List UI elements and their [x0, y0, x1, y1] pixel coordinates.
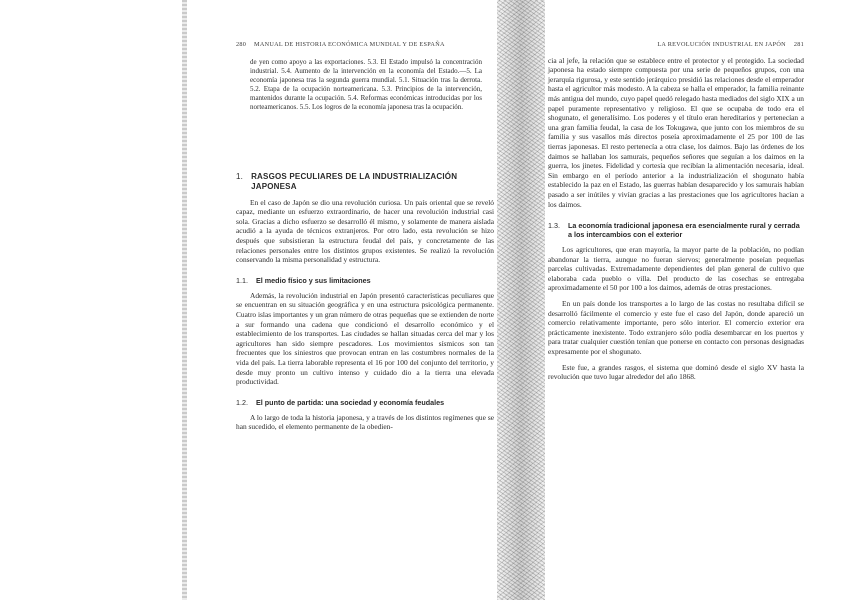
paragraph-sistema: Este fue, a grandes rasgos, el sistema que dominó desde el siglo XV hasta la revolución que tuvo lugar alrededor del año 1868. [548, 362, 804, 382]
book-gutter [497, 0, 545, 600]
section-number: 1.1. [236, 275, 248, 285]
section-title: La economía tradicional japonesa era esencialmente rural y cerrada a los intercambios con el exterior [568, 221, 800, 240]
left-running-head [236, 40, 494, 50]
paragraph-comercio: En un país donde los transportes a lo largo de las costas no resultaba difícil se desarrolló fácilmente el comercio y este fue el caso del Japón, donde apareció un comercio relativamente importante, pero sólo interior. El comercio exterior era prácticamente inexistente. Todo extranjero sólo podía desembarcar en los puertos y para tratar cualquier cuestión tenían que ponerse en contacto con personas designadas expresamente por el shogunato. [548, 299, 804, 357]
right-page-number: 281 [793, 41, 804, 48]
section-heading-1-2 [236, 398, 494, 407]
paragraph-punto-partida: A lo largo de toda la historia japonesa, y a través de los distintos regímenes que se han sucedido, el elemento permanente de la obedien- [236, 412, 494, 432]
left-page-edge [182, 0, 187, 600]
chapter-heading [236, 172, 494, 192]
right-running-head [548, 40, 804, 50]
section-title: El punto de partida: una sociedad y economía feudales [256, 397, 445, 407]
chapter-summary: de yen como apoyo a las exportaciones. 5.3. El Estado impulsó la concentración industrial. 5.4. Aumento de la intervención en la economía del Estado.—5. La economía japonesa tras la segunda guerra mundial. 5.1. Situación tras la derrota. 5.2. Etapa de la ocupación norteamericana. 5.3. Principios de la intervención, mantenidos durante la ocupación. 5.4. Reformas económicas introducidas por los norteamericanos. 5.5. Los logros de la economía japonesa tras la ocupación. [250, 57, 482, 111]
section-heading-1-3 [548, 221, 804, 239]
chapter-number: 1. [236, 171, 244, 181]
left-page [236, 40, 494, 432]
right-page [548, 40, 804, 382]
paragraph-intro: En el caso de Japón se dio una revolución curiosa. Un país oriental que se reveló capaz, mediante un esfuerzo extraordinario, de hacer una revolución industrial casi sola. Gracias a dicho esfuerzo se desarrolló él mismo, y solamente de manera aislada acudió a la ayuda de técnicos extranjeros. Por otro lado, esta revolución se hizo después que subsistieran la estructura feudal del país, y concretamente de las relaciones personales entre los distintos grupos existentes. Se realizó la revolución conservando la misma personalidad y estructura. [236, 197, 494, 265]
left-page-number: 280 [236, 41, 247, 48]
section-number: 1.3. [548, 221, 560, 231]
paragraph-agricultores: Los agricultores, que eran mayoría, la mayor parte de la población, no podían abandonar la tierra, aunque no fueran siervos; generalmente poseían pequeñas parcelas cultivadas. Extremadamente dependientes del plan general de cultivo que elaboraba cada pueblo o villa. Del producto de las cosechas se entregaba aproximadamente el 50 por 100 a los daimos, además de otras prestaciones. [548, 245, 804, 293]
left-running-title: MANUAL DE HISTORIA ECONÓMICA MUNDIAL Y DE ESPAÑA [254, 41, 445, 48]
paragraph-medio-fisico: Además, la revolución industrial en Japón presentó características peculiares que se encuentran en su situación geográfica y en una estructura psicológica permanente. Cuatro islas importantes y un gran número de otras pequeñas que se extienden de norte a sur formando una cadena que condicionó el desarrollo económico y el establecimiento de los transportes. Las ciudades se hallan situadas cerca del mar y los agricultores han sido siempre pescadores. Los movimientos sísmicos son tan frecuentes que los siniestros que provocan entran en las costumbres normales de la vida del país. La tierra laborable representa el 16 por 100 del conjunto del territorio, y desde muy pronto un cultivo intenso y cuidado dio a la tierra una elevada productividad. [236, 290, 494, 387]
section-heading-1-1 [236, 276, 494, 285]
paragraph-jerarquia: cia al jefe, la relación que se establece entre el protector y el protegido. La sociedad japonesa ha estado siempre compuesta por una serie de pequeños grupos, con una jerarquía rigurosa, y este sentido jerárquico presidió las relaciones desde el emperador hasta el agricultor más modesto. A la cabeza se halla el emperador, la familia reinante más antigua del mundo, cuyo papel quedó relegado hasta mediados del siglo XIX a un papel puramente representativo y religioso. El que se ocupaba de todo era el shogunato, el generalísimo. Los poderes y el título eran hereditarios y pertenecían a una gran familia feudal, la casa de los Tokugawa, que junto con los miembros de su familia y sus vasallos más directos poseía aproximadamente el 25 por 100 de las tierras japonesas. El resto pertenecía a otra clase, los daimos. Bajo las órdenes de los daimos se hallaban los samurais, pequeños señores que seguían a los daimos en la guerra, los jinetes. Fidelidad y cortesía que recibían la alimentación necesaria, ideal. Sin embargo en el período anterior a la industrialización el shogunato había establecido la paz en el Estado, las guerras habían desaparecido y los samurais habían pasado a ser inútiles y vivían gracias a las prestaciones que los agricultores hacían a los daimos. [548, 55, 804, 209]
right-running-title: LA REVOLUCIÓN INDUSTRIAL EN JAPÓN [657, 41, 786, 48]
chapter-title: RASGOS PECULIARES DE LA INDUSTRIALIZACIÓN JAPONESA [251, 171, 458, 191]
section-number: 1.2. [236, 397, 248, 407]
section-title: El medio físico y sus limitaciones [256, 275, 371, 285]
